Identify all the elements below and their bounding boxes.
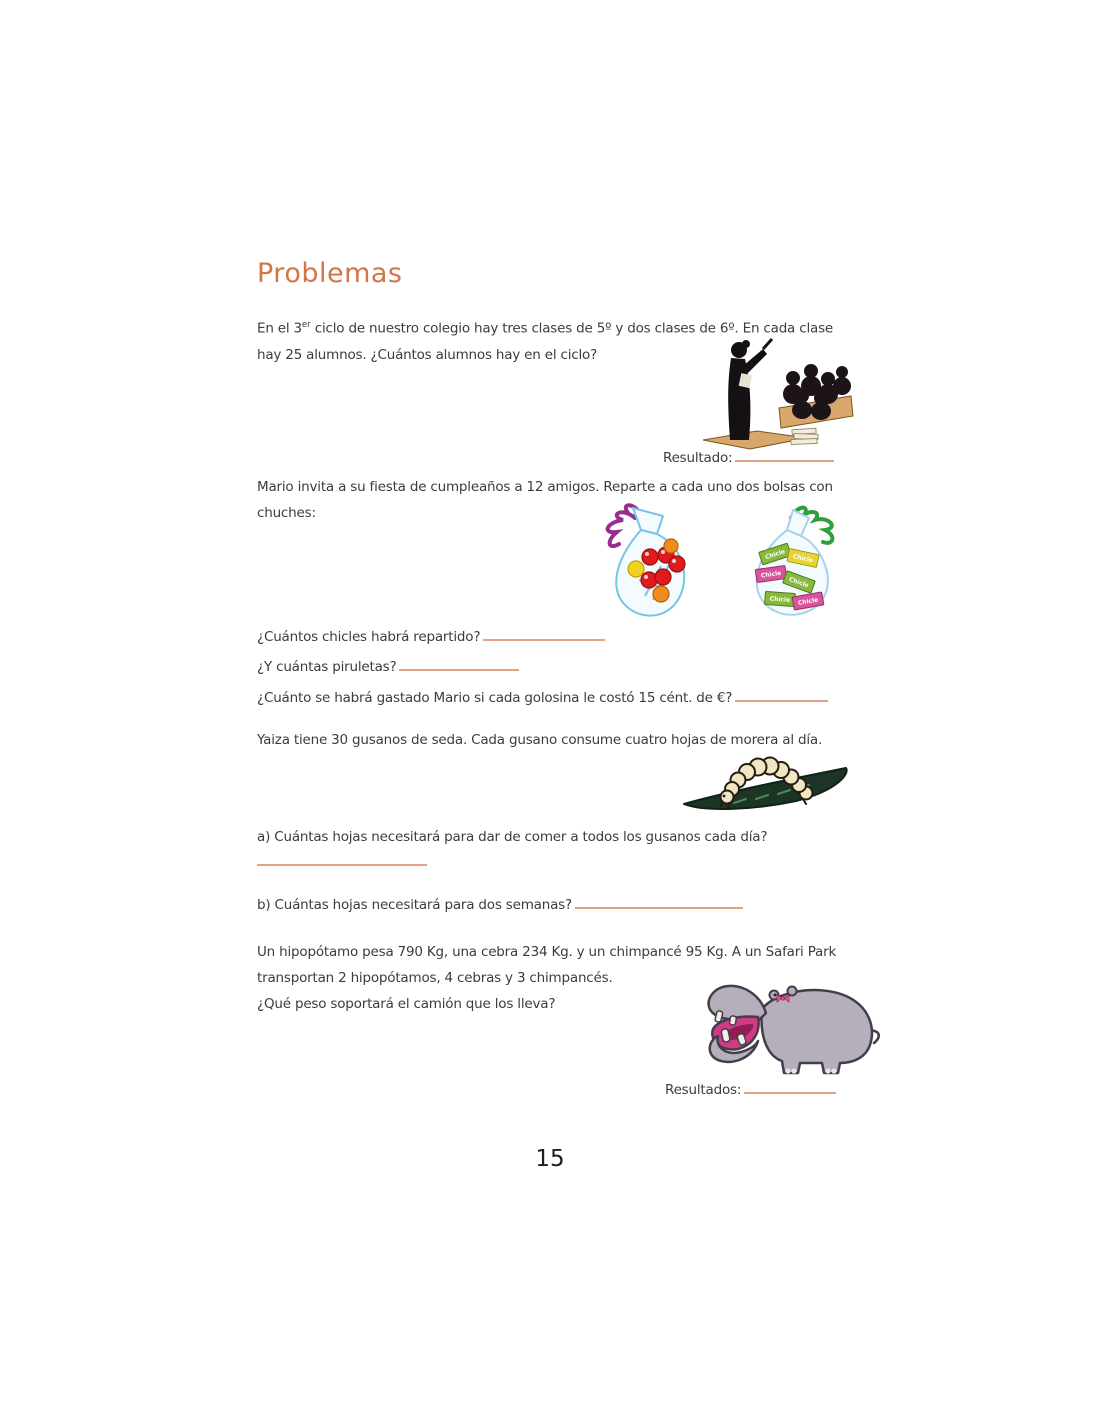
problem-4-line-1: Un hipopótamo pesa 790 Kg, una cebra 234 Kg. y un chimpancé 95 Kg. A un Safari Park — [257, 944, 837, 960]
hippopotamus-illustration — [700, 971, 885, 1083]
problem-3-question-b — [257, 895, 743, 915]
page-title: Problemas — [257, 258, 403, 289]
question-text: b) Cuántas hojas necesitará para dos semanas? — [257, 897, 572, 913]
problem-3-statement: Yaiza tiene 30 gusanos de seda. Cada gusano consume cuatro hojas de morera al día. — [257, 732, 823, 748]
answer-blank — [735, 688, 828, 702]
problem-2-line-2: chuches: — [257, 505, 316, 521]
p1-text-pre: En el 3 — [257, 320, 302, 337]
resultados-label: Resultados: — [665, 1082, 742, 1098]
problem-2-question-2 — [257, 657, 519, 677]
answer-blank — [744, 1080, 836, 1094]
answer-blank — [399, 657, 519, 671]
page-number: 15 — [535, 1146, 565, 1172]
answer-blank — [735, 448, 834, 462]
answer-blank — [575, 895, 743, 909]
question-text: ¿Y cuántas piruletas? — [257, 659, 397, 675]
p1-ordinal-sup: er — [301, 320, 311, 330]
problem-2-question-1 — [257, 627, 605, 647]
problem-3-question-a: a) Cuántas hojas necesitará para dar de comer a todos los gusanos cada día? — [257, 829, 768, 845]
resultado-label: Resultado: — [663, 450, 733, 466]
answer-blank — [257, 864, 427, 866]
two-candy-bags-illustration — [583, 500, 853, 628]
gum-label: Chicle — [764, 548, 787, 562]
problem-2-line-1: Mario invita a su fiesta de cumpleaños a 12 amigos. Reparte a cada uno dos bolsas con — [257, 479, 833, 495]
problem-1-result-row — [663, 448, 834, 468]
gum-label: Chicle — [787, 575, 810, 590]
gum-label: Chicle — [769, 595, 791, 604]
problem-4-result-row — [665, 1080, 836, 1100]
question-text: ¿Cuánto se habrá gastado Mario si cada golosina le costó 15 cént. de €? — [257, 690, 733, 706]
problem-4-line-2: transportan 2 hipopótamos, 4 cebras y 3 chimpancés. — [257, 970, 613, 986]
problem-2-question-3 — [257, 688, 828, 708]
gum-label: Chicle — [797, 596, 819, 607]
gum-label: Chicle — [792, 553, 814, 565]
problem-4-line-3: ¿Qué peso soportará el camión que los lleva? — [257, 996, 556, 1012]
silkworm-on-leaf-illustration — [676, 748, 853, 820]
p1-text-post: ciclo de nuestro colegio hay tres clases de 5º y dos clases de 6º. En cada clase — [310, 320, 834, 337]
answer-blank — [483, 627, 605, 641]
teacher-with-class-illustration — [695, 336, 855, 451]
gum-label: Chicle — [760, 569, 782, 580]
question-text: ¿Cuántos chicles habrá repartido? — [257, 629, 481, 645]
problem-1-line-2: hay 25 alumnos. ¿Cuántos alumnos hay en el ciclo? — [257, 346, 598, 363]
